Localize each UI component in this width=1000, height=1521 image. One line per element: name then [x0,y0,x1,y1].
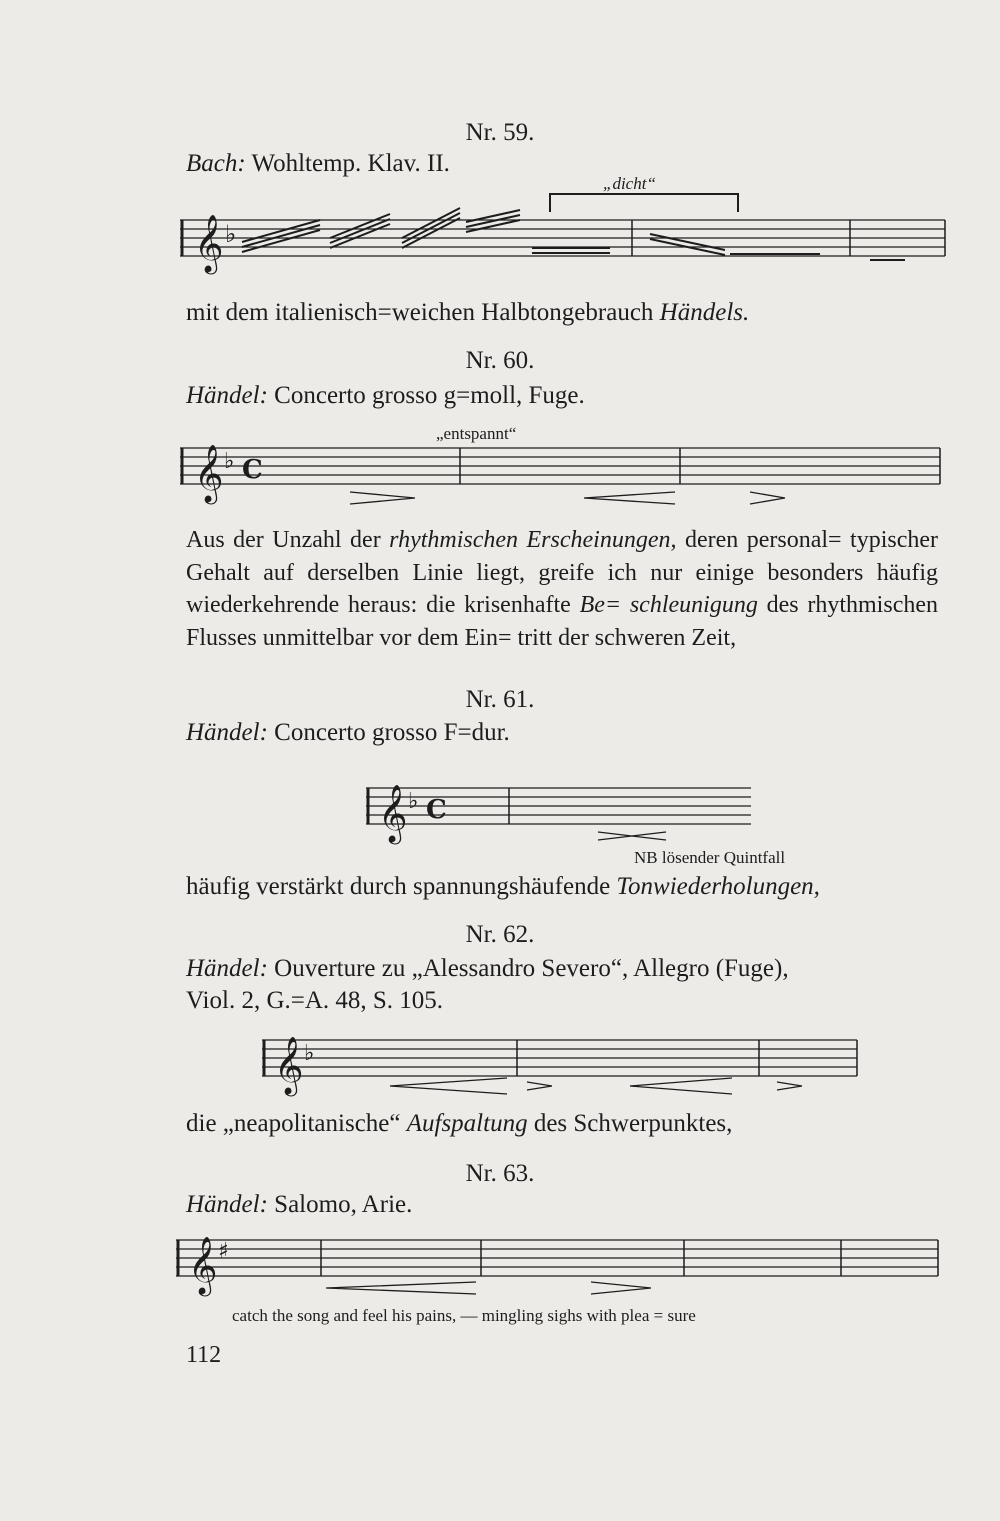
svg-text:C: C [242,455,263,485]
music-staff-60 [180,430,950,510]
example-heading-62-line2: Viol. 2, G.=A. 48, S. 105. [186,987,444,1014]
example-number-60: Nr. 60. [465,347,535,374]
lyrics-line: catch the song and feel his pains, — mingling sighs with plea = sure [232,1306,696,1325]
text-segment: deren personal= typischer Gehalt auf derselben Linie liegt, greife ich nur einige besonders häufig wiederkehrende heraus: die krisenhafte [186,527,938,618]
text-segment: des Schwerpunktes, [527,1110,733,1137]
example-heading-63 [186,1189,412,1221]
music-staff-63 [176,1222,946,1302]
svg-text:𝄞: 𝄞 [378,784,408,842]
text-segment-italic: Be= schleunigung [579,592,758,618]
svg-text:♭: ♭ [225,220,237,248]
svg-text:♯: ♯ [218,1239,229,1264]
svg-text:C: C [426,795,447,825]
work-title: Concerto grosso F=dur. [267,719,510,746]
text-segment-italic: Händels. [659,299,750,326]
text-line-after-61 [186,871,820,903]
annotation-quintfall: NB lösender Quintfall [634,848,786,867]
example-number-62: Nr. 62. [465,921,535,948]
page-number: 112 [186,1342,222,1368]
text-segment: häufig verstärkt durch spannungshäufende [186,873,617,900]
work-title: Ouverture zu „Alessandro Severo“, Allegro (Fuge), [267,955,789,982]
text-segment: mit dem italienisch=weichen Halbtongebrauch [186,299,660,326]
text-segment: Aus der Unzahl der [186,527,390,553]
text-line-after-62 [186,1108,732,1140]
music-staff-61 [366,770,756,845]
body-paragraph [186,524,938,654]
composer-name: Händel: [186,382,268,409]
text-segment: des rhythmischen Flusses unmittelbar vor dem Ein= tritt der schweren Zeit, [186,592,938,651]
text-segment-italic: Tonwiederholungen, [616,873,820,900]
text-segment-italic: rhythmischen Erscheinungen, [389,527,677,553]
music-staff-59 [180,190,950,300]
svg-text:♭: ♭ [304,1041,315,1066]
annotation-entspannt: „entspannt“ [436,424,517,443]
svg-text:𝄞: 𝄞 [194,444,224,502]
svg-text:♭: ♭ [408,789,419,814]
example-heading-59 [186,148,450,180]
work-title: Concerto grosso g=moll, Fuge. [267,382,585,409]
example-number-61: Nr. 61. [465,686,535,713]
svg-text:𝄞: 𝄞 [188,1236,218,1294]
text-segment: die „neapolitanische“ [186,1110,407,1137]
composer-name: Händel: [186,719,268,746]
svg-text:𝄞: 𝄞 [194,214,224,272]
composer-name: Bach: [186,150,246,177]
svg-text:♭: ♭ [224,449,235,474]
work-title: Wohltemp. Klav. II. [245,150,450,177]
music-staff-62 [262,1022,862,1102]
work-title: Salomo, Arie. [267,1191,413,1218]
composer-name: Händel: [186,1191,268,1218]
text-segment-italic: Aufspaltung [406,1110,528,1137]
example-heading-60 [186,380,585,412]
text-line-after-59 [186,297,749,329]
example-heading-61 [186,717,510,749]
example-heading-62 [186,953,938,985]
example-number-59: Nr. 59. [465,119,535,146]
example-number-63: Nr. 63. [465,1160,535,1187]
annotation-dicht: „dicht“ [603,174,656,193]
svg-text:𝄞: 𝄞 [274,1036,304,1094]
composer-name: Händel: [186,955,268,982]
